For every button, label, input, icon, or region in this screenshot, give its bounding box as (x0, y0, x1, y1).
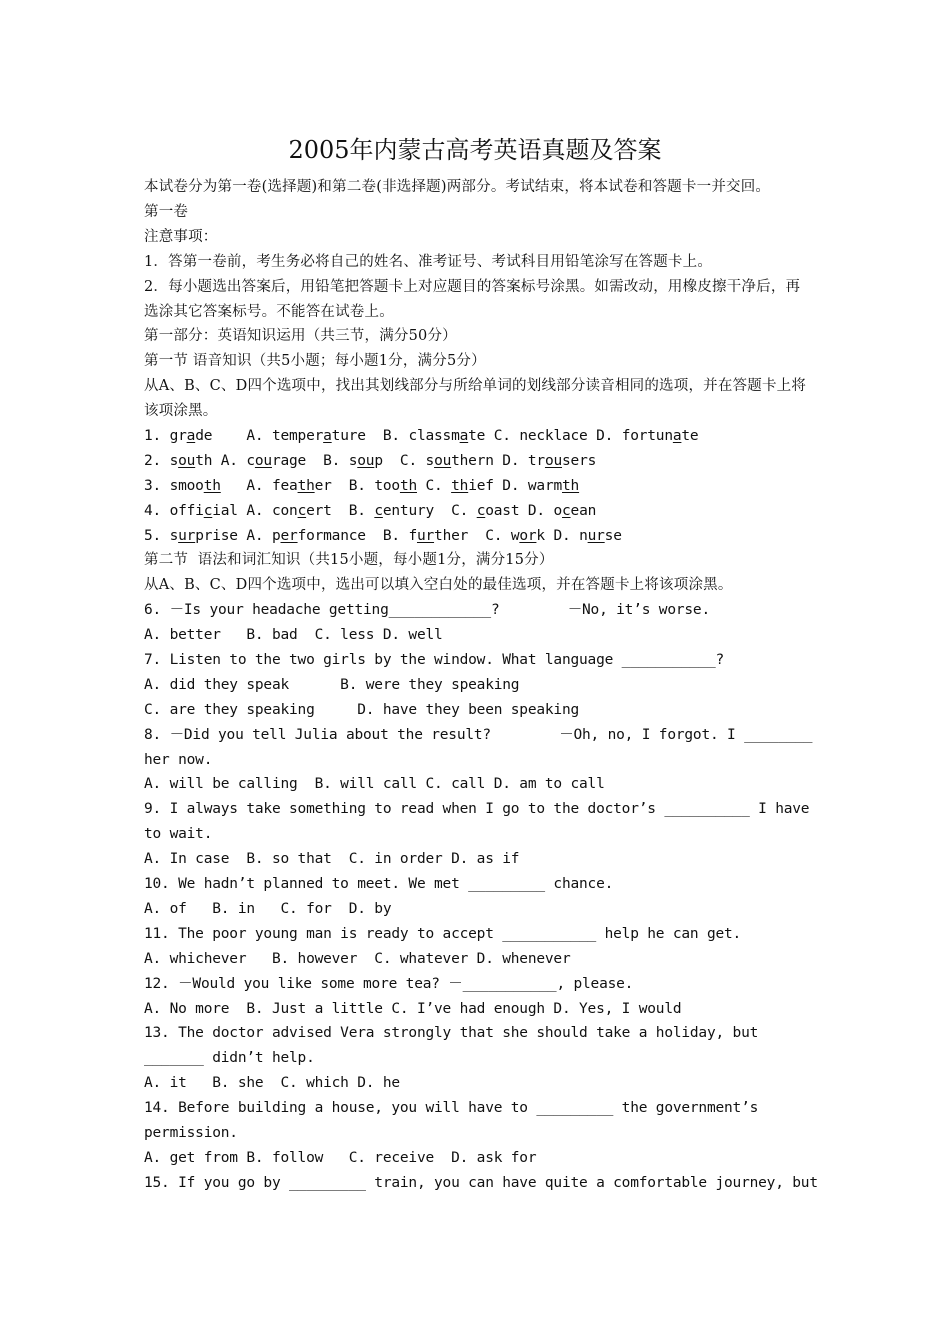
question-continuation: _______ didn’t help. (144, 1050, 315, 1067)
underlined-sound: er (280, 527, 298, 544)
text-segment: formance B. f (297, 527, 417, 544)
text-segment: ial A. con (212, 502, 298, 519)
text-segment: k D. n (536, 527, 588, 544)
text-segment: ean (570, 502, 597, 519)
page-title: 2005年内蒙古高考英语真题及答案 (288, 136, 662, 164)
section-one-heading: 第一节 语音知识（共5小题；每小题1分，满分5分） (144, 353, 486, 370)
underlined-sound: a (672, 428, 682, 444)
question-line: 11. The poor young man is ready to accept ___________ help he can get. (144, 925, 742, 942)
question-continuation: to wait. (144, 826, 213, 843)
text-segment: te (681, 428, 699, 444)
options-line: A. did they speak B. were they speaking (144, 676, 520, 693)
phonetics-question-4 (144, 499, 808, 524)
text-segment: ther C. w (434, 527, 520, 544)
underlined-sound: a (323, 428, 332, 444)
note-item-1: 1．答第一卷前，考生务必将自己的姓名、准考证号、考试科目用铅笔涂写在答题卡上。 (144, 253, 713, 270)
underlined-sound: c (374, 502, 383, 519)
notes-heading: 注意事项： (144, 228, 218, 245)
phonetics-question-3 (144, 474, 808, 499)
note-item-2: 2．每小题选出答案后，用铅笔把答题卡上对应题目的答案标号涂黑。如需改动，用橡皮擦干净后，再选涂其它答案标号。不能答在试卷上。 (144, 278, 801, 320)
text-segment: 4. offi (144, 502, 204, 519)
section-two-heading: 第二节 语法和词汇知识（共15小题，每小题1分，满分15分） (144, 552, 554, 569)
underlined-sound: ou (357, 452, 375, 469)
text-segment: ief D. warm (468, 477, 563, 494)
underlined-sound: th (297, 477, 315, 494)
underlined-sound: th (562, 477, 580, 494)
question-line: 15. If you go by _________ train, you can have quite a comfortable journey, but (144, 1174, 818, 1191)
options-line: A. better B. bad C. less D. well (144, 627, 443, 644)
underlined-sound: c (297, 502, 307, 519)
question-line: 10. We hadn’t planned to meet. We met _________ chance. (144, 876, 614, 893)
question-line: 12. －Would you like some more tea? －___________, please. (144, 975, 634, 992)
text-segment: te C. necklace D. fortun (468, 428, 673, 444)
text-segment: prise A. p (195, 527, 281, 544)
phonetics-questions (144, 424, 808, 548)
underlined-sound: c (203, 502, 213, 519)
question-line: 14. Before building a house, you will have to _________ the government’s (144, 1100, 759, 1117)
underlined-sound: c (476, 502, 486, 519)
text-segment: p C. s (374, 452, 435, 469)
phonetics-question-1 (144, 424, 808, 449)
options-line: A. whichever B. however C. whatever D. whenever (144, 950, 571, 967)
underlined-sound: th (203, 477, 221, 494)
part-one-heading: 第一部分：英语知识运用（共三节，满分50分） (144, 328, 457, 345)
text-segment: rage B. s (271, 452, 358, 469)
underlined-sound: th (399, 477, 417, 494)
question-line: 8. －Did you tell Julia about the result? －Oh, no, I forgot. I ________ (144, 726, 813, 743)
text-segment: de A. temper (195, 428, 324, 444)
section-one-instruction: 从A、B、C、D四个选项中，找出其划线部分与所给单词的划线部分读音相同的选项，并在答题卡上将该项涂黑。 (144, 378, 807, 420)
underlined-sound: a (186, 428, 196, 444)
underlined-sound: th (451, 477, 469, 494)
text-segment: oast D. o (485, 502, 563, 519)
text-segment: 2. s (144, 452, 179, 469)
text-segment: entury C. (382, 502, 477, 519)
options-line: A. get from B. follow C. receive D. ask for (144, 1149, 537, 1166)
document-body (144, 175, 818, 1196)
question-line: 6. －Is your headache getting____________? －No, it’s worse. (144, 602, 710, 619)
text-segment: 3. smoo (144, 477, 204, 494)
underlined-sound: ou (178, 452, 196, 469)
phonetics-question-5 (144, 524, 808, 549)
intro-paragraph: 本试卷分为第一卷(选择题)和第二卷(非选择题)两部分。考试结束，将本试卷和答题卡一并交回。 (144, 179, 771, 195)
underlined-sound: or (519, 527, 537, 544)
section-two-instruction: 从A、B、C、D四个选项中，选出可以填入空白处的最佳选项，并在答题卡上将该项涂黑。 (144, 577, 733, 594)
text-segment: thern D. tr (451, 452, 545, 469)
phonetics-question-2 (144, 449, 808, 474)
text-segment: se (604, 527, 622, 544)
question-continuation: her now. (144, 751, 213, 768)
options-line: A. of B. in C. for D. by (144, 900, 392, 917)
text-segment: C. (417, 477, 452, 494)
question-line: 7. Listen to the two girls by the window. What language ___________? (144, 652, 725, 669)
underlined-sound: ur (416, 527, 435, 544)
underlined-sound: ou (544, 452, 563, 469)
options-line: A. it B. she C. which D. he (144, 1075, 400, 1092)
options-line: C. are they speaking D. have they been speaking (144, 701, 580, 718)
underlined-sound: ou (254, 452, 272, 469)
text-segment: er B. too (314, 477, 400, 494)
text-segment: ert B. (306, 502, 375, 519)
text-segment: sers (562, 452, 597, 469)
underlined-sound: ur (587, 527, 605, 544)
text-segment: 1. gr (144, 428, 187, 444)
underlined-sound: ur (178, 527, 196, 544)
text-segment: th A. c (195, 452, 255, 469)
text-segment: A. fea (220, 477, 298, 494)
underlined-sound: a (459, 428, 469, 444)
options-line: A. No more B. Just a little C. I’ve had enough D. Yes, I would (144, 1000, 682, 1017)
text-segment: ture B. classm (331, 428, 460, 444)
volume-heading: 第一卷 (144, 203, 189, 220)
underlined-sound: c (562, 502, 571, 519)
text-segment: 5. s (144, 527, 179, 544)
options-line: A. will be calling B. will call C. call D. am to call (144, 776, 605, 793)
question-line: 13. The doctor advised Vera strongly that she should take a holiday, but (144, 1025, 759, 1042)
question-line: 9. I always take something to read when I go to the doctor’s __________ I have (144, 801, 810, 818)
options-line: A. In case B. so that C. in order D. as if (144, 851, 520, 868)
underlined-sound: ou (434, 452, 452, 469)
question-continuation: permission. (144, 1124, 238, 1141)
